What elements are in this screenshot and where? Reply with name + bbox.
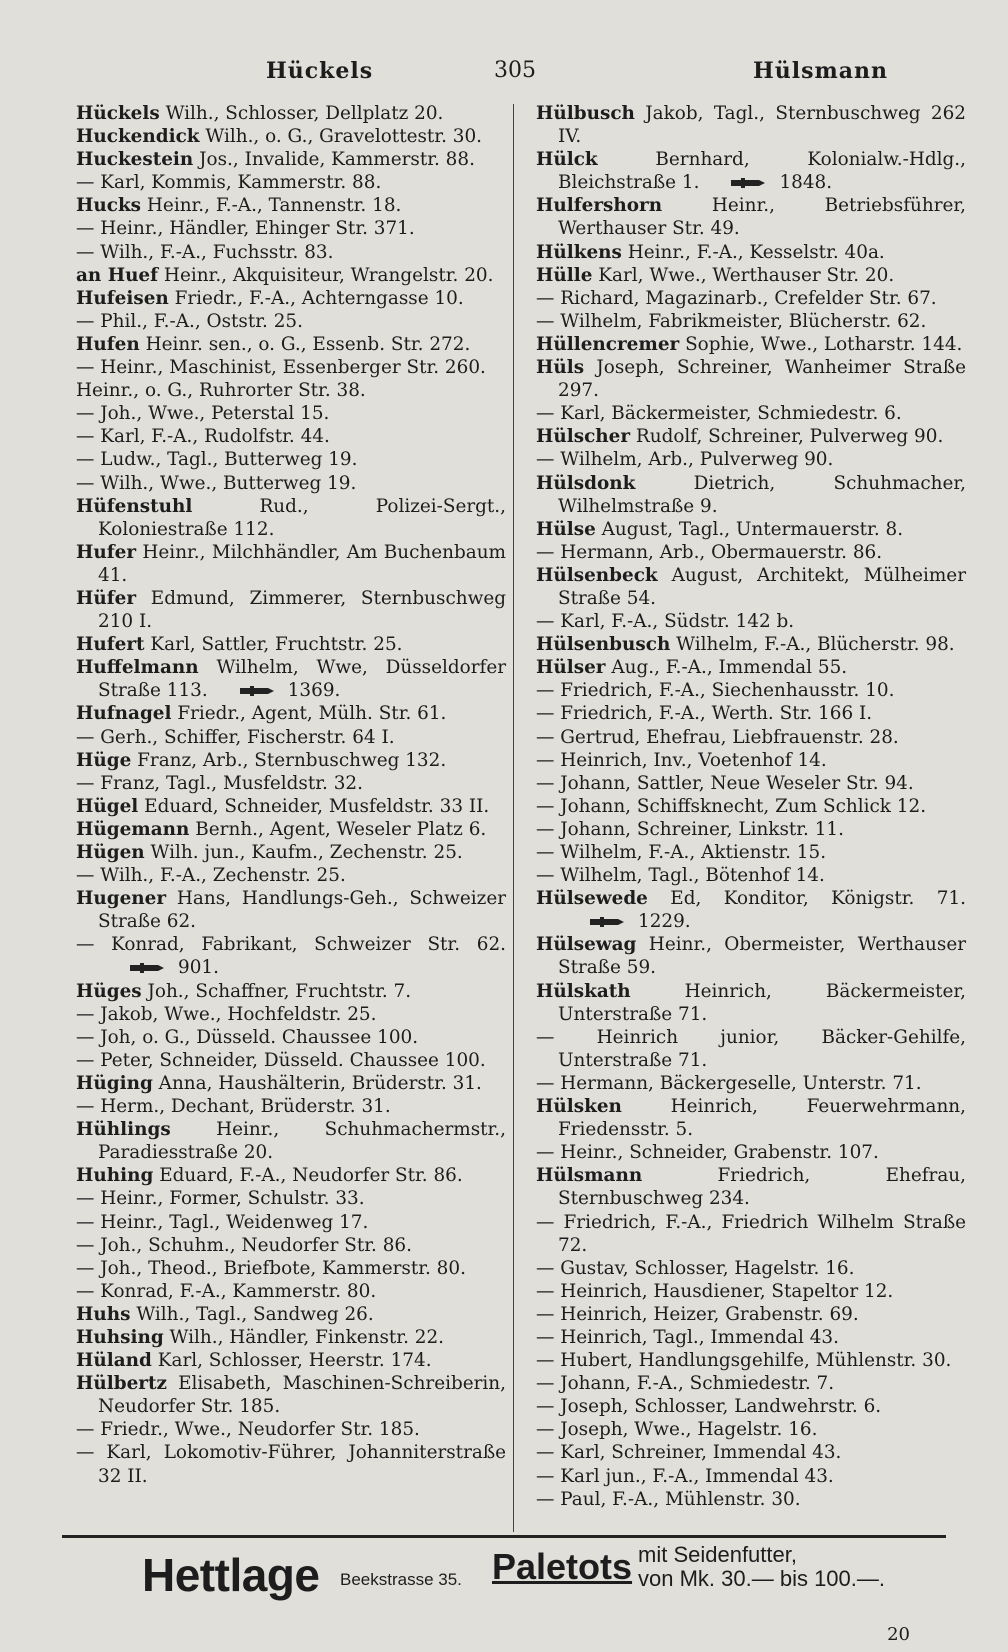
entry-text: Wilh., o. G., Gravelottestr. 30. xyxy=(199,126,483,148)
entry-text: Anna, Haushälterin, Brüderstr. 31. xyxy=(152,1072,482,1094)
directory-entry xyxy=(76,425,506,448)
directory-entry xyxy=(76,841,506,864)
entry-surname: Hufert xyxy=(76,634,145,656)
entry-telephone: 1229. xyxy=(638,911,691,933)
directory-entry xyxy=(536,610,966,633)
entry-text: Heinr., Milchhändler, Am Buchenbaum 41. xyxy=(98,541,506,586)
directory-entry xyxy=(536,1072,966,1095)
entry-text: Bernhard, Kolonialw.-Hdlg., Bleichstraße 1. xyxy=(558,149,966,194)
advert-detail-2: von Mk. 30.— bis 100.—. xyxy=(638,1566,885,1591)
entry-text: Friedr., F.-A., Achterngasse 10. xyxy=(168,287,464,309)
entry-surname: Hügemann xyxy=(76,818,190,840)
entry-text: Joseph, Schreiner, Wanheimer Straße 297. xyxy=(558,357,966,402)
directory-entry xyxy=(536,1303,966,1326)
directory-entry xyxy=(536,1372,966,1395)
directory-entry xyxy=(76,1257,506,1280)
entry-text: Ed, Konditor, Königstr. 71. xyxy=(647,888,966,910)
entry-text: — Paul, F.-A., Mühlenstr. 30. xyxy=(536,1488,801,1510)
directory-entry xyxy=(536,633,966,656)
entry-text: — Konrad, F.-A., Kammerstr. 80. xyxy=(76,1280,377,1302)
directory-entry xyxy=(536,818,966,841)
entry-text: — Gertrud, Ehefrau, Liebfrauenstr. 28. xyxy=(536,726,899,748)
directory-entry xyxy=(76,217,506,240)
directory-entry xyxy=(76,749,506,772)
directory-entry xyxy=(76,472,506,495)
directory-entry xyxy=(536,518,966,541)
entry-text: Wilh., Schlosser, Dellplatz 20. xyxy=(159,103,444,124)
directory-entry xyxy=(536,933,966,979)
entry-text: — Wilhelm, F.-A., Aktienstr. 15. xyxy=(536,842,827,863)
directory-entry xyxy=(76,1441,506,1487)
directory-entry xyxy=(536,1211,966,1257)
entry-surname: Hugener xyxy=(76,888,167,910)
entry-text: Wilh., Händler, Finkenstr. 22. xyxy=(163,1326,445,1348)
telephone-hand-icon xyxy=(128,962,168,974)
entry-text: — Heinrich, Heizer, Grabenstr. 69. xyxy=(536,1303,859,1325)
entry-text: — Joh., Theod., Briefbote, Kammerstr. 80. xyxy=(76,1257,466,1279)
entry-text: Friedrich, Ehefrau, Sternbuschweg 234. xyxy=(558,1165,966,1210)
left-column xyxy=(76,102,506,1488)
entry-telephone: 1848. xyxy=(779,172,833,194)
entry-text: — Karl, Kommis, Kammerstr. 88. xyxy=(76,172,382,194)
directory-entry xyxy=(76,1418,506,1441)
directory-entry xyxy=(76,1234,506,1257)
directory-entry xyxy=(536,795,966,818)
directory-entry xyxy=(536,1349,966,1372)
directory-entry xyxy=(536,448,966,471)
directory-entry xyxy=(76,148,506,171)
entry-surname: Hüges xyxy=(76,980,142,1002)
entry-text: — Johann, Schreiner, Linkstr. 11. xyxy=(536,818,844,840)
entry-text: Hans, Handlungs-Geh., Schweizer Straße 62. xyxy=(98,888,506,933)
entry-text: Bernh., Agent, Weseler Platz 6. xyxy=(189,818,487,840)
entry-text: Sophie, Wwe., Lotharstr. 144. xyxy=(679,333,963,355)
column-divider xyxy=(513,104,514,1532)
entry-text: — Wilhelm, Fabrikmeister, Blücherstr. 62. xyxy=(536,310,927,332)
advert-address: Beekstrasse 35. xyxy=(340,1570,462,1589)
page-number: 305 xyxy=(494,58,536,83)
entry-text: Dietrich, Schuhmacher, Wilhelmstraße 9. xyxy=(558,472,966,517)
directory-entry xyxy=(536,287,966,310)
directory-entry xyxy=(76,864,506,887)
entry-text: — Phil., F.-A., Oststr. 25. xyxy=(76,310,303,332)
entry-text: Heinr., o. G., Ruhrorter Str. 38. xyxy=(76,380,366,402)
directory-entry xyxy=(536,1280,966,1303)
entry-text: — Jakob, Wwe., Hochfeldstr. 25. xyxy=(76,1003,377,1025)
entry-text: Elisabeth, Maschinen-Schreiberin, Neudorfer Str. 185. xyxy=(98,1373,506,1418)
entry-surname: Hucks xyxy=(76,195,142,217)
directory-entry xyxy=(536,887,966,933)
directory-entry xyxy=(536,194,966,240)
entry-text: Joh., Schaffner, Fruchtstr. 7. xyxy=(141,980,412,1002)
directory-entry xyxy=(536,864,966,887)
directory-entry xyxy=(76,241,506,264)
directory-entry xyxy=(76,287,506,310)
directory-entry xyxy=(536,772,966,795)
entry-text: Heinr., Betriebsführer, Werthauser Str. 49. xyxy=(558,195,966,240)
entry-text: Jakob, Tagl., Sternbuschweg 262 IV. xyxy=(558,103,966,148)
directory-entry xyxy=(536,564,966,610)
entry-surname: Hülser xyxy=(536,657,606,679)
advert-detail-1: mit Seidenfutter, xyxy=(638,1542,797,1567)
directory-entry xyxy=(76,656,506,702)
entry-text: Wilh., Tagl., Sandweg 26. xyxy=(130,1303,374,1325)
directory-entry xyxy=(536,241,966,264)
entry-text: Jos., Invalide, Kammerstr. 88. xyxy=(193,149,475,171)
header-right-keyword: Hülsmann xyxy=(752,58,888,84)
directory-entry xyxy=(76,1211,506,1234)
entry-text: — Wilhelm, Tagl., Bötenhof 14. xyxy=(536,865,825,887)
directory-entry xyxy=(536,310,966,333)
entry-telephone: 1369. xyxy=(287,680,341,702)
entry-text: Edmund, Zimmerer, Sternbuschweg 210 I. xyxy=(98,587,506,633)
entry-surname: Hülsken xyxy=(536,1096,622,1118)
directory-entry xyxy=(76,1372,506,1418)
directory-entry xyxy=(76,333,506,356)
directory-entry xyxy=(536,472,966,518)
entry-text: — Joseph, Wwe., Hagelstr. 16. xyxy=(536,1419,818,1441)
entry-text: Rud., Polizei-Sergt., Koloniestraße 112. xyxy=(98,495,506,540)
entry-surname: Hüfer xyxy=(76,587,137,609)
advert-product: Paletots xyxy=(492,1546,633,1587)
directory-entry xyxy=(536,1026,966,1072)
directory-entry xyxy=(536,1326,966,1349)
directory-entry xyxy=(536,726,966,749)
entry-text: Wilhelm, Wwe, Düsseldorfer Straße 113. xyxy=(98,657,506,702)
directory-entry xyxy=(536,148,966,194)
directory-entry xyxy=(536,1164,966,1210)
entry-surname: Huckestein xyxy=(76,149,194,171)
directory-entry xyxy=(76,495,506,541)
entry-text: — Heinr., Former, Schulstr. 33. xyxy=(76,1188,365,1210)
entry-text: — Gustav, Schlosser, Hagelstr. 16. xyxy=(536,1257,855,1279)
entry-surname: Hülse xyxy=(536,518,596,540)
advert-rule xyxy=(62,1535,946,1538)
telephone-hand-icon xyxy=(729,177,769,189)
entry-surname: Hülsewag xyxy=(536,934,637,956)
entry-surname: Hülskath xyxy=(536,980,631,1002)
entry-text: — Konrad, Fabrikant, Schweizer Str. 62. xyxy=(76,934,506,956)
entry-text: — Wilh., F.-A., Fuchsstr. 83. xyxy=(76,241,334,263)
entry-text: Eduard, Schneider, Musfeldstr. 33 II. xyxy=(138,795,490,817)
directory-entry xyxy=(76,1095,506,1118)
directory-entry xyxy=(76,1326,506,1349)
entry-text: — Richard, Magazinarb., Crefelder Str. 67. xyxy=(536,287,937,309)
entry-text: — Joh., Wwe., Peterstal 15. xyxy=(76,403,330,425)
directory-entry xyxy=(536,656,966,679)
entry-text: Heinr., F.-A., Kesselstr. 40a. xyxy=(621,241,885,263)
directory-entry xyxy=(536,264,966,287)
entry-text: — Herm., Dechant, Brüderstr. 31. xyxy=(76,1096,391,1118)
entry-text: Eduard, F.-A., Neudorfer Str. 86. xyxy=(153,1165,463,1187)
entry-text: — Heinrich, Inv., Voetenhof 14. xyxy=(536,749,827,771)
entry-surname: Hufen xyxy=(76,333,140,355)
entry-text: — Wilh., Wwe., Butterweg 19. xyxy=(76,472,357,494)
entry-text: — Hubert, Handlungsgehilfe, Mühlenstr. 30. xyxy=(536,1350,952,1372)
entry-text: — Karl, Schreiner, Immendal 43. xyxy=(536,1442,842,1464)
directory-entry xyxy=(76,795,506,818)
entry-text: — Johann, Schiffsknecht, Zum Schlick 12. xyxy=(536,795,927,817)
entry-text: Wilh. jun., Kaufm., Zechenstr. 25. xyxy=(144,842,463,863)
directory-entry xyxy=(76,541,506,587)
entry-text: Karl, Schlosser, Heerstr. 174. xyxy=(151,1350,432,1372)
right-column xyxy=(536,102,966,1511)
entry-surname: Huhsing xyxy=(76,1326,164,1348)
entry-surname: Hüland xyxy=(76,1350,152,1372)
advert-brand: Hettlage xyxy=(142,1549,320,1601)
page-header xyxy=(68,58,946,92)
directory-entry xyxy=(536,980,966,1026)
entry-telephone: 901. xyxy=(178,957,219,979)
entry-surname: Huffelmann xyxy=(76,657,199,679)
directory-entry xyxy=(76,448,506,471)
entry-text: Rudolf, Schreiner, Pulverweg 90. xyxy=(630,426,944,448)
directory-entry xyxy=(536,1095,966,1141)
entry-text: Heinr., Akquisiteur, Wrangelstr. 20. xyxy=(158,264,494,286)
entry-text: August, Tagl., Untermauerstr. 8. xyxy=(595,518,904,540)
entry-text: — Johann, Sattler, Neue Weseler Str. 94. xyxy=(536,772,914,794)
entry-text: — Ludw., Tagl., Butterweg 19. xyxy=(76,449,358,471)
entry-surname: Hülkens xyxy=(536,241,622,263)
directory-entry xyxy=(536,841,966,864)
entry-surname: Hügel xyxy=(76,795,139,817)
directory-entry xyxy=(76,1349,506,1372)
entry-text: Karl, Sattler, Fruchtstr. 25. xyxy=(144,634,403,656)
sheet-number: 20 xyxy=(887,1624,910,1645)
directory-entry xyxy=(76,1280,506,1303)
entry-text: — Hermann, Arb., Obermauerstr. 86. xyxy=(536,541,883,563)
directory-entry xyxy=(536,1257,966,1280)
directory-entry xyxy=(536,1418,966,1441)
entry-text: — Gerh., Schiffer, Fischerstr. 64 I. xyxy=(76,726,395,748)
directory-entry xyxy=(536,102,966,148)
entry-surname: Hühlings xyxy=(76,1119,171,1141)
entry-text: — Karl, F.-A., Rudolfstr. 44. xyxy=(76,426,330,448)
directory-entry xyxy=(76,818,506,841)
directory-entry xyxy=(76,125,506,148)
directory-entry xyxy=(76,772,506,795)
directory-entry xyxy=(536,1465,966,1488)
entry-surname: Hülsenbusch xyxy=(536,634,671,656)
advertisement xyxy=(62,1542,946,1612)
entry-text: — Joh, o. G., Düsseld. Chaussee 100. xyxy=(76,1026,419,1048)
entry-text: — Friedr., Wwe., Neudorfer Str. 185. xyxy=(76,1419,420,1441)
entry-text: Karl, Wwe., Werthauser Str. 20. xyxy=(592,264,895,286)
entry-text: — Wilhelm, Arb., Pulverweg 90. xyxy=(536,449,834,471)
directory-entry xyxy=(76,933,506,979)
entry-text: — Karl, Lokomotiv-Führer, Johanniterstraße 32 II. xyxy=(76,1442,506,1487)
directory-entry xyxy=(76,633,506,656)
directory-entry xyxy=(536,402,966,425)
entry-surname: Hüllencremer xyxy=(536,333,680,355)
directory-entry xyxy=(76,887,506,933)
directory-entry xyxy=(76,980,506,1003)
entry-text: — Heinrich junior, Bäcker-Gehilfe, Unterstraße 71. xyxy=(536,1026,966,1071)
directory-entry xyxy=(536,702,966,725)
directory-entry xyxy=(76,1303,506,1326)
entry-surname: Hüge xyxy=(76,749,132,771)
directory-entry xyxy=(76,194,506,217)
directory-entry xyxy=(76,1072,506,1095)
telephone-hand-icon xyxy=(238,685,278,697)
entry-text: Wilhelm, F.-A., Blücherstr. 98. xyxy=(670,634,955,656)
entry-surname: Hülle xyxy=(536,264,593,286)
entry-text: Heinrich, Feuerwehrmann, Friedensstr. 5. xyxy=(558,1096,966,1141)
directory-entry xyxy=(76,1118,506,1164)
entry-surname: Hufeisen xyxy=(76,287,169,309)
entry-text: — Franz, Tagl., Musfeldstr. 32. xyxy=(76,772,363,794)
directory-entry xyxy=(536,1141,966,1164)
entry-text: — Karl, F.-A., Südstr. 142 b. xyxy=(536,611,795,633)
directory-entry xyxy=(536,356,966,402)
directory-entry xyxy=(536,333,966,356)
directory-entry xyxy=(536,541,966,564)
entry-text: Aug., F.-A., Immendal 55. xyxy=(605,657,848,679)
entry-surname: Huhing xyxy=(76,1165,154,1187)
directory-entry xyxy=(76,264,506,287)
directory-entry xyxy=(536,1488,966,1511)
directory-entry xyxy=(76,1187,506,1210)
entry-surname: Hülbertz xyxy=(76,1373,167,1395)
entry-text: — Heinr., Maschinist, Essenberger Str. 260. xyxy=(76,357,486,379)
entry-surname: Hülsmann xyxy=(536,1165,643,1187)
entry-surname: Hülscher xyxy=(536,426,631,448)
entry-surname: Hüging xyxy=(76,1072,153,1094)
entry-surname: Hülsewede xyxy=(536,888,648,910)
directory-entry xyxy=(76,379,506,402)
entry-text: — Karl, Bäckermeister, Schmiedestr. 6. xyxy=(536,403,902,425)
entry-text: — Heinrich, Tagl., Immendal 43. xyxy=(536,1326,839,1348)
entry-text: — Heinr., Tagl., Weidenweg 17. xyxy=(76,1211,369,1233)
entry-text: — Heinr., Händler, Ehinger Str. 371. xyxy=(76,218,415,240)
directory-entry xyxy=(76,1164,506,1187)
entry-surname: Hügen xyxy=(76,842,145,863)
directory-entry xyxy=(536,749,966,772)
entry-surname: Hückels xyxy=(76,103,160,124)
header-left-keyword: Hückels xyxy=(266,58,374,84)
entry-text: — Karl jun., F.-A., Immendal 43. xyxy=(536,1465,834,1487)
entry-text: — Friedrich, F.-A., Friedrich Wilhelm Straße 72. xyxy=(536,1211,966,1256)
directory-entry xyxy=(76,702,506,725)
entry-text: — Friedrich, F.-A., Siechenhausstr. 10. xyxy=(536,680,895,702)
entry-text: — Peter, Schneider, Düsseld. Chaussee 100. xyxy=(76,1049,486,1071)
directory-entry xyxy=(76,1026,506,1049)
directory-entry xyxy=(536,1441,966,1464)
directory-entry xyxy=(536,425,966,448)
entry-text: — Heinrich, Hausdiener, Stapeltor 12. xyxy=(536,1280,894,1302)
entry-surname: Hülsdonk xyxy=(536,472,636,494)
entry-text: — Heinr., Schneider, Grabenstr. 107. xyxy=(536,1142,879,1164)
entry-surname: Huckendick xyxy=(76,126,200,148)
entry-surname: Hülbusch xyxy=(536,103,635,124)
entry-text: Heinr., Schuhmachermstr., Paradiesstraße 20. xyxy=(98,1119,506,1164)
directory-entry xyxy=(76,356,506,379)
directory-entry xyxy=(76,726,506,749)
entry-text: Franz, Arb., Sternbuschweg 132. xyxy=(131,749,447,771)
entry-surname: Huhs xyxy=(76,1303,131,1325)
entry-text: — Joseph, Schlosser, Landwehrstr. 6. xyxy=(536,1396,882,1418)
entry-text: Heinrich, Bäckermeister, Unterstraße 71. xyxy=(558,980,966,1025)
entry-text: — Friedrich, F.-A., Werth. Str. 166 I. xyxy=(536,703,873,725)
entry-surname: an Huef xyxy=(76,264,159,286)
directory-entry xyxy=(536,1395,966,1418)
entry-surname: Hüfenstuhl xyxy=(76,495,193,517)
directory-entry xyxy=(76,1049,506,1072)
entry-surname: Hüls xyxy=(536,357,585,379)
directory-entry xyxy=(536,679,966,702)
directory-entry xyxy=(76,102,506,125)
directory-entry xyxy=(76,587,506,633)
entry-text: Heinr., F.-A., Tannenstr. 18. xyxy=(141,195,402,217)
directory-entry xyxy=(76,171,506,194)
entry-text: — Hermann, Bäckergeselle, Unterstr. 71. xyxy=(536,1072,922,1094)
directory-entry xyxy=(76,1003,506,1026)
entry-text: — Joh., Schuhm., Neudorfer Str. 86. xyxy=(76,1234,412,1256)
telephone-hand-icon xyxy=(588,916,628,928)
entry-text: August, Architekt, Mülheimer Straße 54. xyxy=(558,564,966,609)
entry-text: — Johann, F.-A., Schmiedestr. 7. xyxy=(536,1373,835,1395)
entry-surname: Hülsenbeck xyxy=(536,564,658,586)
entry-text: Friedr., Agent, Mülh. Str. 61. xyxy=(171,703,447,725)
entry-text: — Wilh., F.-A., Zechenstr. 25. xyxy=(76,865,346,887)
entry-surname: Hufer xyxy=(76,541,137,563)
entry-surname: Hufnagel xyxy=(76,703,172,725)
entry-surname: Hulfershorn xyxy=(536,195,663,217)
directory-entry xyxy=(76,310,506,333)
entry-text: Heinr., Obermeister, Werthauser Straße 59. xyxy=(558,934,966,979)
directory-entry xyxy=(76,402,506,425)
entry-surname: Hülck xyxy=(536,149,598,171)
entry-text: Heinr. sen., o. G., Essenb. Str. 272. xyxy=(139,333,471,355)
